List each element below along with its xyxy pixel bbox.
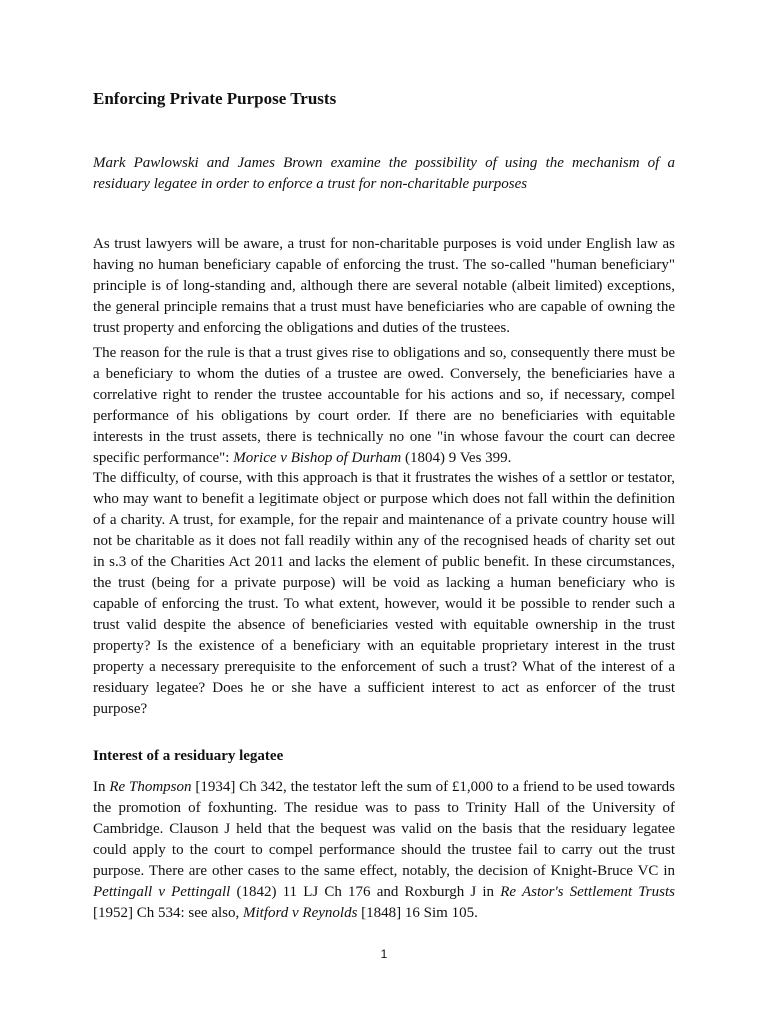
citation: (1804) 9 Ves 399.: [401, 450, 512, 466]
paragraph-4-text: [1848] 16 Sim 105.: [357, 905, 478, 921]
section-heading: Interest of a residuary legatee: [93, 748, 284, 764]
page-number: 1: [380, 947, 388, 961]
case-name: Pettingall v Pettingall: [93, 884, 231, 900]
paragraph-4-text: [1952] Ch 534: see also,: [93, 905, 243, 921]
paragraph-1: As trust lawyers will be aware, a trust for non-charitable purposes is void under English law as having no human beneficiary capable of enforcing the trust. The so-called "human beneficiary" principle is of long-standing and, although there are several notable (albeit limited) exceptions, the general principle remains that a trust must have beneficiaries who are capable of owning the trust property and enforcing the obligations and duties of the trustees.: [93, 236, 675, 336]
paragraph-2: [93, 343, 675, 469]
article-subtitle: Mark Pawlowski and James Brown examine the possibility of using the mechanism of a residuary legatee in order to enforce a trust for non-charitable purposes: [93, 155, 675, 192]
paragraph-4-text: In: [93, 779, 110, 795]
case-name: Re Astor's Settlement Trusts: [500, 884, 675, 900]
paragraph-4-text: (1842) 11 LJ Ch 176 and Roxburgh J in: [230, 884, 501, 900]
case-name: Mitford v Reynolds: [242, 905, 358, 921]
paragraph-2-text: The reason for the rule is that a trust gives rise to obligations and so, consequently there must be a beneficiary to whom the duties of a trustee are owed. Conversely, the beneficiaries have a correlative right to render the trustee accountable for his actions and so, if necessary, compel performance of his obligations by court order. If there are no beneficiaries with equitable interests in the trust assets, there is technically no one "in whose favour the court can decree specific performance":: [93, 345, 675, 466]
case-name: Morice v Bishop of Durham: [233, 450, 402, 466]
paragraph-3: The difficulty, of course, with this approach is that it frustrates the wishes of a settlor or testator, who may want to benefit a legitimate object or purpose which does not fall within the definition of a charity. A trust, for example, for the repair and maintenance of a private country house will not be charitable as it does not fall readily within any of the recognised heads of charity set out in s.3 of the Charities Act 2011 and lacks the element of public benefit. In these circumstances, the trust (being for a private purpose) will be void as lacking a human beneficiary who is capable of enforcing the trust. To what extent, however, would it be possible to render such a trust valid despite the absence of beneficiaries vested with equitable ownership in the trust property? Is the existence of a beneficiary with an equitable proprietary interest in the trust property a necessary prerequisite to the enforcement of such a trust? What of the interest of a residuary legatee? Does he or she have a sufficient interest to act as enforcer of the trust purpose?: [93, 470, 675, 717]
paragraph-4: [93, 777, 675, 924]
case-name: Re Thompson: [109, 779, 192, 795]
paragraph-4-text: [1934] Ch 342, the testator left the sum of £1,000 to a friend to be used towards the promotion of foxhunting. The residue was to pass to Trinity Hall of the University of Cambridge. Clauson J held that the bequest was valid on the basis that the residuary legatee could apply to the court to compel performance should the trustee fail to carry out the trust purpose. There are other cases to the same effect, notably, the decision of Knight-Bruce VC in: [93, 779, 675, 879]
article-title: Enforcing Private Purpose Trusts: [93, 89, 337, 108]
